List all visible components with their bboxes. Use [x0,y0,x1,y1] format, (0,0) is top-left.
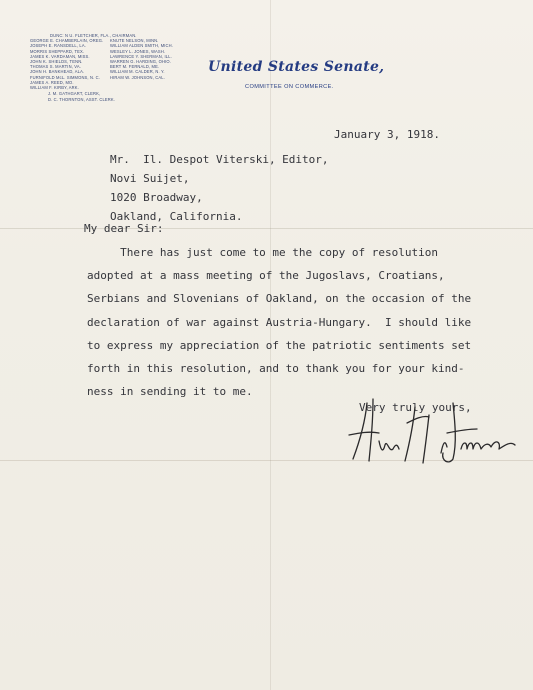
body-line: adopted at a mass meeting of the Jugoslavs, Croatians, [87,269,445,283]
recipient-address [110,150,329,226]
member-name: FURNIFOLD McL. SIMMONS, N. C. [30,74,101,80]
member-name: HIRAM W. JOHNSON, CAL. [110,74,165,80]
member-name: WILLIAM M. CALDER, N. Y. [110,69,165,75]
body-line: ness in sending it to me. [87,385,253,399]
member-name: WILLIAM F. KIRBY, ARK. [30,85,79,91]
member-name: KNUTE NELSON, MINN. [110,38,159,44]
address-line: 1020 Broadway, [110,191,203,204]
letterhead-title: United States Senate, [208,59,385,75]
staff-row [30,91,190,96]
handwritten-signature [345,393,520,465]
letter-body [87,241,471,403]
member-name: BERT M. FERNALD, ME. [110,64,160,70]
assistant-clerk-name: D. C. THORNTON, ASST. CLERK. [48,97,116,103]
member-name: THOMAS S. MARTIN, VA. [30,64,81,70]
member-name: GEORGE E. CHAMBERLAIN, OREG. [30,38,104,44]
paper-fold [0,228,533,229]
salutation: My dear Sir: [84,222,164,235]
body-line: There has just come to me the copy of resolution [87,246,438,259]
member-row [30,85,190,90]
body-line: declaration of war against Austria-Hungary. I should like [87,315,472,329]
member-name: MORRIS SHEPPARD, TEX. [30,48,85,54]
member-name: JAMES K. VARDAMAN, MISS. [30,53,90,59]
staff-row [30,97,190,102]
complimentary-close: Very truly yours, [359,401,472,414]
body-line: Serbians and Slovenians of Oakland, on the occasion of the [87,292,472,306]
member-name: JAMES A. REED, MO. [30,79,74,85]
member-name: JOSEPH E. RANSDELL, LA. [30,43,87,49]
member-name: LAWRENCE Y. SHERMAN, ILL. [110,53,172,59]
member-name: WILLIAM ALDEN SMITH, MICH. [110,43,174,49]
body-line: forth in this resolution, and to thank you for your kind- [87,362,465,376]
clerk-name: J. M. GATHGART, CLERK, [48,91,101,97]
member-name: WESLEY L. JONES, WASH. [110,48,166,54]
member-name: WARREN G. HARDING, OHIO. [110,59,171,65]
body-line: to express my appreciation of the patriotic sentiments set [87,338,472,352]
address-line: Novi Suijet, [110,172,190,185]
address-line: Mr. Il. Despot Viterski, Editor, [110,153,329,166]
address-line: Oakland, California. [110,210,243,223]
member-name: JOHN K. SHIELDS, TENN. [30,59,83,65]
committee-name: COMMITTEE ON COMMERCE. [245,84,334,90]
committee-member-list [30,33,190,103]
letter-date: January 3, 1918. [334,128,440,141]
member-name: DUNC: N U. FLETCHER, FLA., CHAIRMAN. [50,33,137,38]
member-name: JOHN H. BANKHEAD, ALA. [30,69,85,75]
